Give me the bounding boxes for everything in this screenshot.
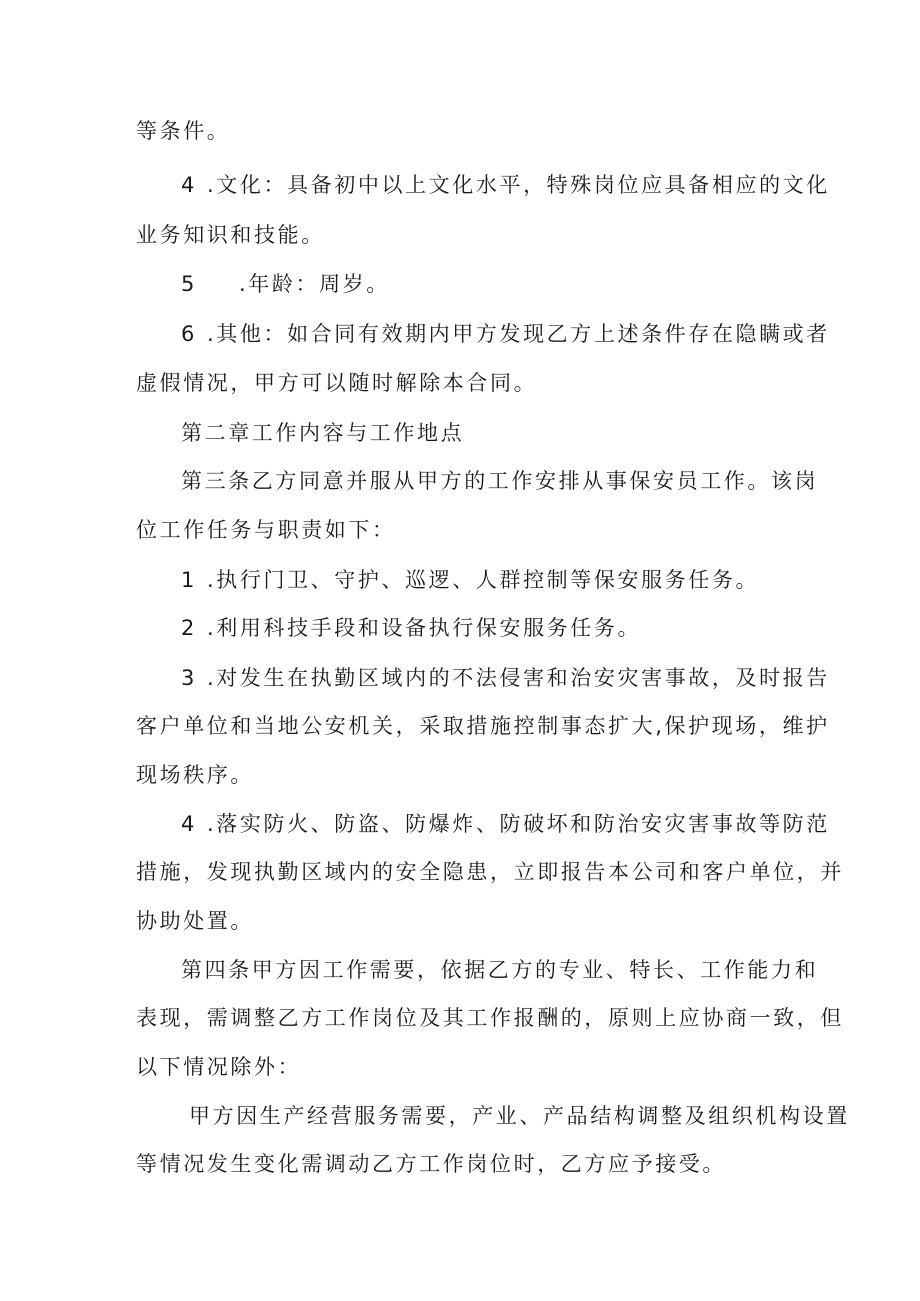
list-item-number: 5 .年龄：周岁。 xyxy=(181,272,390,296)
paragraph-line: 客户单位和当地公安机关，采取措施控制事态扩大,保护现场，维护 xyxy=(136,714,830,738)
list-item-number: 2 .利用科技手段和设备执行保安服务任务。 xyxy=(181,616,642,640)
paragraph-line: 第四条甲方因工作需要，依据乙方的专业、特长、工作能力和 xyxy=(181,958,819,982)
paragraph-line: 以下情况除外： xyxy=(136,1055,302,1079)
list-item-number: 4 .文化：具备初中以上文化水平，特殊岗位应具备相应的文化 xyxy=(181,173,830,197)
paragraph-line: 等情况发生变化需调动乙方工作岗位时，乙方应予接受。 xyxy=(136,1152,726,1176)
paragraph-line: 业务知识和技能。 xyxy=(136,223,325,247)
paragraph-line: 甲方因生产经营服务需要，产业、产品结构调整及组织机构设置 xyxy=(189,1104,850,1128)
paragraph-line: 现场秩序。 xyxy=(136,763,254,787)
list-item-number: 1 .执行门卫、守护、巡逻、人群控制等保安服务任务。 xyxy=(181,568,760,592)
paragraph-line: 位工作任务与职责如下： xyxy=(136,518,396,542)
list-item-number: 6 .其他：如合同有效期内甲方发现乙方上述条件存在隐瞒或者 xyxy=(181,322,830,346)
paragraph-line: 等条件。 xyxy=(136,119,231,143)
list-item-number: 4 .落实防火、防盗、防爆炸、防破坏和防治安灾害事故等防范 xyxy=(181,812,830,836)
paragraph-line: 措施，发现执勤区域内的安全隐患，立即报告本公司和客户单位，并 xyxy=(136,860,844,884)
paragraph-line: 第三条乙方同意并服从甲方的工作安排从事保安员工作。该岗 xyxy=(181,469,819,493)
paragraph-line: 表现，需调整乙方工作岗位及其工作报酬的，原则上应协商一致，但 xyxy=(136,1006,844,1030)
list-item-number: 3 .对发生在执勤区域内的不法侵害和治安灾害事故，及时报告 xyxy=(181,666,830,690)
chapter-heading: 第二章工作内容与工作地点 xyxy=(181,421,465,445)
paragraph-line: 协助处置。 xyxy=(136,909,254,933)
paragraph-line: 虚假情况，甲方可以随时解除本合同。 xyxy=(136,371,538,395)
